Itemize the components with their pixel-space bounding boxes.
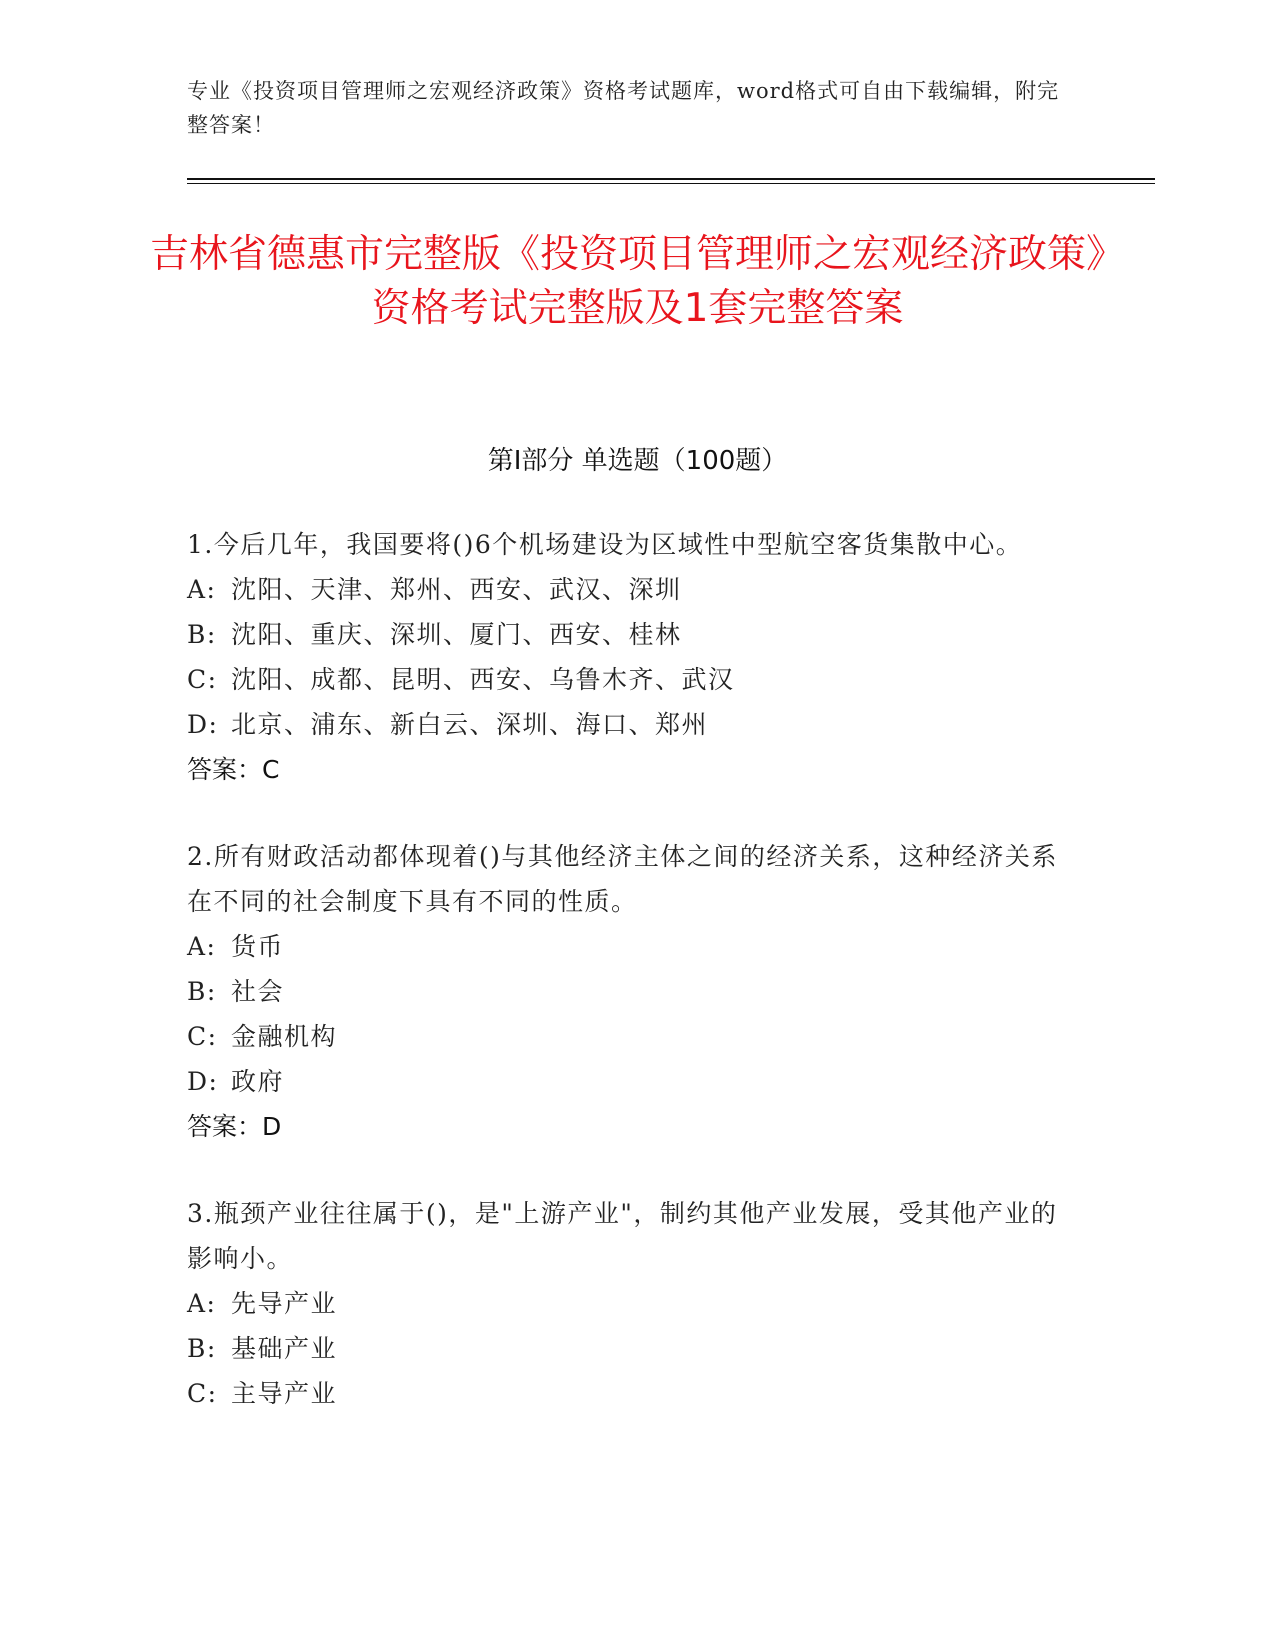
option-b (187, 969, 1077, 1014)
option-key: B: (187, 977, 217, 1006)
option-key: B: (187, 620, 217, 649)
question-list (187, 522, 1077, 1458)
header-rule-thin (187, 183, 1155, 184)
answer: 答案：D (187, 1112, 282, 1141)
option-text: 基础产业 (231, 1334, 338, 1363)
option-key: A: (187, 1289, 217, 1318)
option-c (187, 1014, 1077, 1059)
option-c (187, 1371, 1077, 1416)
option-text: 先导产业 (231, 1289, 338, 1318)
question-stem: 3.瓶颈产业往往属于()，是"上游产业"，制约其他产业发展，受其他产业的影响小。 (187, 1199, 1058, 1273)
option-text: 政府 (231, 1067, 285, 1096)
option-key: A: (187, 575, 217, 604)
option-text: 社会 (231, 977, 285, 1006)
option-text: 沈阳、重庆、深圳、厦门、西安、桂林 (231, 620, 682, 649)
option-text: 沈阳、天津、郑州、西安、武汉、深圳 (231, 575, 682, 604)
document-title: 吉林省德惠市完整版《投资项目管理师之宏观经济政策》资格考试完整版及1套完整答案 (150, 232, 1126, 331)
option-text: 北京、浦东、新白云、深圳、海口、郑州 (231, 710, 709, 739)
question-stem: 1.今后几年，我国要将()6个机场建设为区域性中型航空客货集散中心。 (187, 530, 1023, 559)
answer: 答案：C (187, 755, 280, 784)
question-stem: 2.所有财政活动都体现着()与其他经济主体之间的经济关系，这种经济关系在不同的社会制度下具有不同的性质。 (187, 842, 1058, 916)
option-text: 货币 (231, 932, 285, 961)
option-key: D: (187, 710, 219, 739)
header-note: 专业《投资项目管理师之宏观经济政策》资格考试题库，word格式可自由下载编辑，附完整答案！ (187, 79, 1060, 137)
option-key: B: (187, 1334, 217, 1363)
option-key: A: (187, 932, 217, 961)
option-key: C: (187, 1379, 218, 1408)
option-key: C: (187, 665, 218, 694)
option-c (187, 657, 1077, 702)
question-2 (187, 834, 1077, 1149)
option-a (187, 1281, 1077, 1326)
option-b (187, 612, 1077, 657)
option-a (187, 924, 1077, 969)
option-a (187, 567, 1077, 612)
section-title: 第Ⅰ部分 单选题（100题） (487, 446, 788, 476)
option-key: C: (187, 1022, 218, 1051)
header-rule-thick (187, 178, 1155, 180)
question-1 (187, 522, 1077, 792)
question-3 (187, 1191, 1077, 1416)
option-text: 沈阳、成都、昆明、西安、乌鲁木齐、武汉 (231, 665, 735, 694)
option-d (187, 1059, 1077, 1104)
option-text: 主导产业 (231, 1379, 338, 1408)
option-text: 金融机构 (231, 1022, 338, 1051)
option-key: D: (187, 1067, 219, 1096)
option-b (187, 1326, 1077, 1371)
option-d (187, 702, 1077, 747)
